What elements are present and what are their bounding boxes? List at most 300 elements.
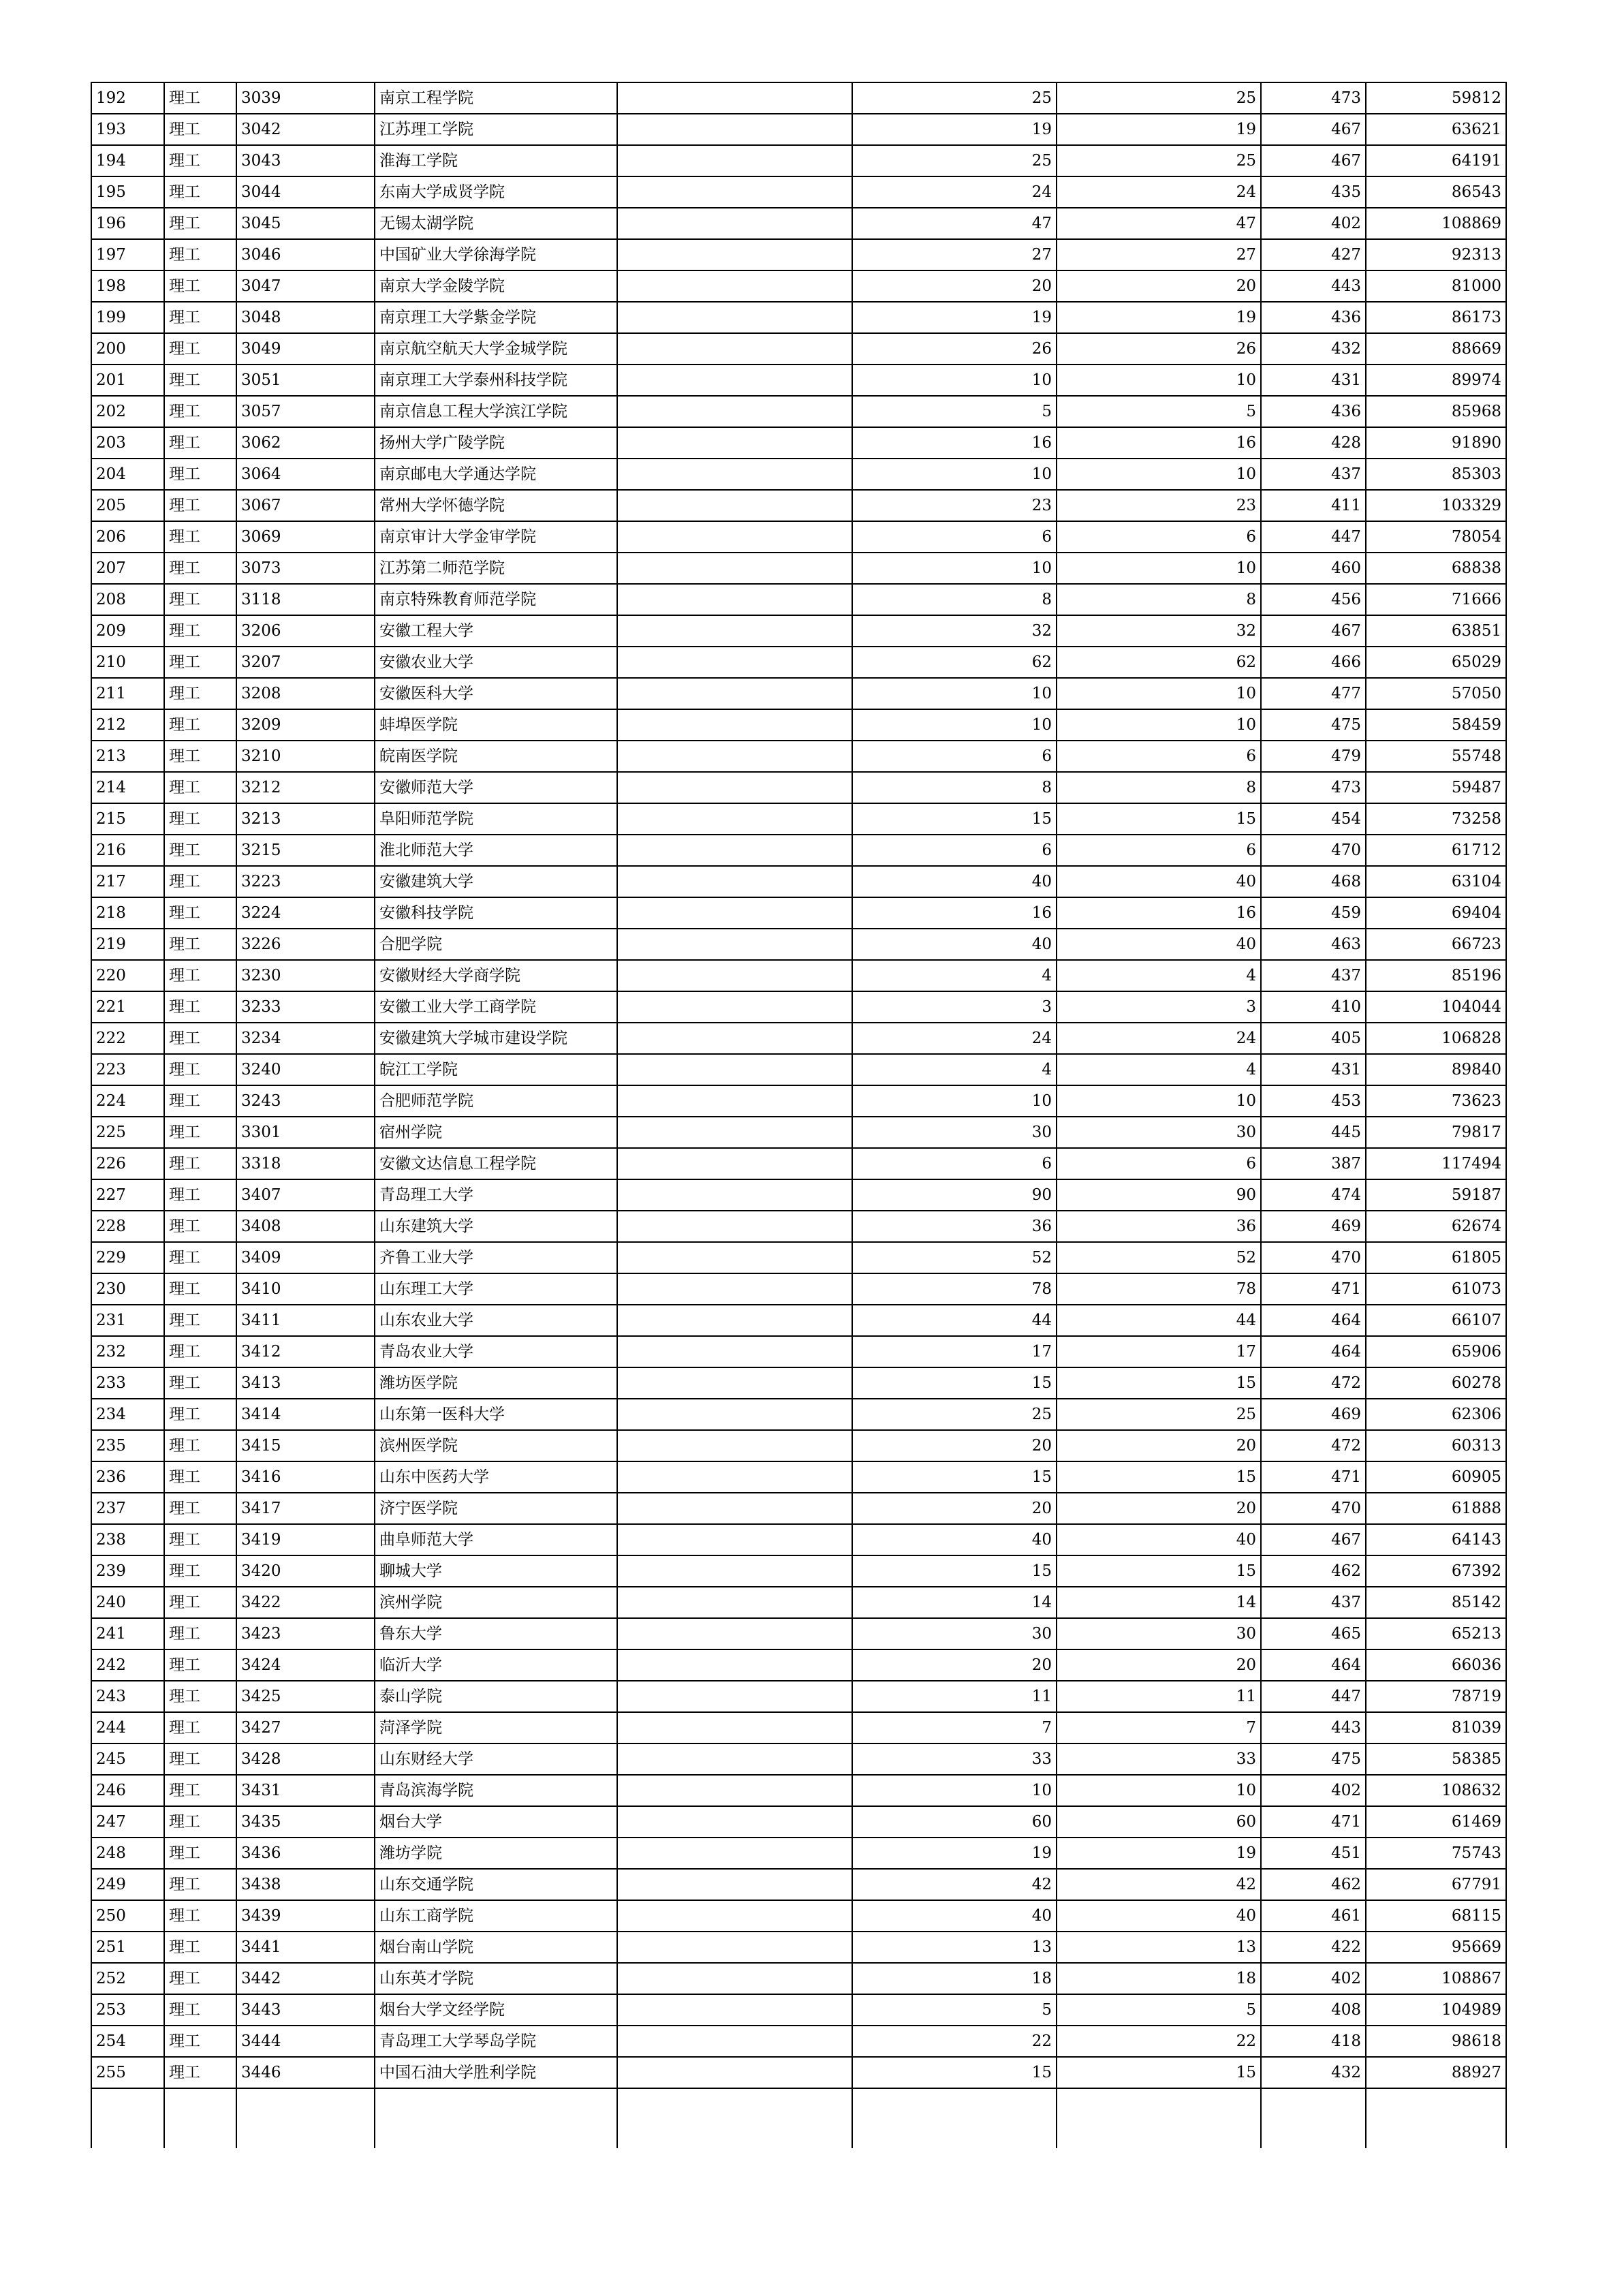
min-rank-cell: 92313 [1366,239,1506,270]
table-row [91,897,1506,929]
category-cell: 理工 [164,1023,236,1054]
min-rank-cell: 89974 [1366,365,1506,396]
row-number-cell: 210 [91,647,164,678]
table-row [91,1179,1506,1211]
blank-column-cell [617,459,852,490]
min-score-cell [1261,2088,1366,2148]
blank-column-cell [617,1838,852,1869]
plan-count-cell: 15 [852,803,1057,835]
category-cell: 理工 [164,1054,236,1085]
school-code-cell: 3206 [236,615,375,647]
row-number-cell: 214 [91,772,164,803]
school-name-cell: 滨州医学院 [375,1430,617,1461]
admitted-count-cell: 30 [1057,1618,1261,1649]
admitted-count-cell: 3 [1057,991,1261,1023]
row-number-cell: 226 [91,1148,164,1179]
admitted-count-cell: 6 [1057,1148,1261,1179]
table-row [91,208,1506,239]
plan-count-cell: 60 [852,1806,1057,1838]
admitted-count-cell: 20 [1057,1430,1261,1461]
table-row [91,615,1506,647]
school-code-cell: 3048 [236,302,375,333]
plan-count-cell: 36 [852,1211,1057,1242]
min-rank-cell: 79817 [1366,1117,1506,1148]
row-number-cell: 222 [91,1023,164,1054]
admitted-count-cell: 6 [1057,835,1261,866]
table-row [91,396,1506,427]
min-score-cell: 468 [1261,866,1366,897]
category-cell: 理工 [164,145,236,176]
min-rank-cell: 58385 [1366,1743,1506,1775]
school-code-cell: 3407 [236,1179,375,1211]
table-row [91,521,1506,553]
min-rank-cell: 66107 [1366,1305,1506,1336]
admitted-count-cell: 15 [1057,1367,1261,1399]
category-cell: 理工 [164,1932,236,1963]
min-rank-cell: 88669 [1366,333,1506,365]
admissions-table [91,82,1507,2148]
school-name-cell: 南京航空航天大学金城学院 [375,333,617,365]
min-rank-cell: 108867 [1366,1963,1506,1994]
plan-count-cell: 18 [852,1963,1057,1994]
blank-column-cell [617,1054,852,1085]
min-rank-cell: 85303 [1366,459,1506,490]
row-number-cell: 213 [91,741,164,772]
school-code-cell: 3411 [236,1305,375,1336]
category-cell: 理工 [164,1148,236,1179]
plan-count-cell: 14 [852,1587,1057,1618]
min-score-cell: 474 [1261,1179,1366,1211]
admitted-count-cell: 7 [1057,1712,1261,1743]
admitted-count-cell: 20 [1057,1649,1261,1681]
blank-column-cell [617,302,852,333]
plan-count-cell: 10 [852,365,1057,396]
min-score-cell: 447 [1261,521,1366,553]
school-code-cell: 3422 [236,1587,375,1618]
blank-column-cell [617,1336,852,1367]
admitted-count-cell: 4 [1057,1054,1261,1085]
row-number-cell: 245 [91,1743,164,1775]
category-cell: 理工 [164,866,236,897]
school-code-cell: 3439 [236,1900,375,1932]
table-row [91,1681,1506,1712]
min-rank-cell: 85968 [1366,396,1506,427]
blank-column-cell [617,1994,852,2026]
plan-count-cell: 20 [852,1493,1057,1524]
min-score-cell: 470 [1261,1493,1366,1524]
min-rank-cell: 61712 [1366,835,1506,866]
category-cell: 理工 [164,1900,236,1932]
row-number-cell: 194 [91,145,164,176]
row-number-cell: 250 [91,1900,164,1932]
school-name-cell: 南京审计大学金审学院 [375,521,617,553]
school-name-cell: 扬州大学广陵学院 [375,427,617,459]
school-code-cell: 3301 [236,1117,375,1148]
category-cell: 理工 [164,1649,236,1681]
category-cell: 理工 [164,1117,236,1148]
plan-count-cell: 10 [852,678,1057,709]
blank-column-cell [617,365,852,396]
school-code-cell: 3223 [236,866,375,897]
min-rank-cell: 60313 [1366,1430,1506,1461]
category-cell: 理工 [164,741,236,772]
admitted-count-cell: 90 [1057,1179,1261,1211]
category-cell: 理工 [164,1211,236,1242]
school-code-cell: 3044 [236,176,375,208]
category-cell: 理工 [164,1305,236,1336]
blank-column-cell [617,1399,852,1430]
table-row [91,239,1506,270]
min-score-cell: 464 [1261,1649,1366,1681]
school-name-cell: 临沂大学 [375,1649,617,1681]
plan-count-cell: 10 [852,553,1057,584]
row-number-cell: 225 [91,1117,164,1148]
min-score-cell: 437 [1261,459,1366,490]
min-rank-cell: 60905 [1366,1461,1506,1493]
table-row [91,1399,1506,1430]
plan-count-cell: 25 [852,145,1057,176]
min-score-cell: 463 [1261,929,1366,960]
row-number-cell: 205 [91,490,164,521]
blank-column-cell [617,615,852,647]
min-rank-cell: 68115 [1366,1900,1506,1932]
blank-column-cell [617,1493,852,1524]
min-score-cell: 471 [1261,1273,1366,1305]
min-rank-cell: 108869 [1366,208,1506,239]
blank-column-cell [617,82,852,114]
min-score-cell: 437 [1261,960,1366,991]
row-number-cell: 234 [91,1399,164,1430]
school-name-cell: 江苏理工学院 [375,114,617,145]
school-name-cell: 安徽工业大学工商学院 [375,991,617,1023]
table-row [91,991,1506,1023]
table-row [91,1743,1506,1775]
plan-count-cell: 22 [852,2026,1057,2057]
row-number-cell: 206 [91,521,164,553]
table-row [91,1336,1506,1367]
min-rank-cell: 86173 [1366,302,1506,333]
blank-column-cell [617,1743,852,1775]
min-score-cell: 473 [1261,772,1366,803]
category-cell: 理工 [164,1681,236,1712]
plan-count-cell: 40 [852,929,1057,960]
plan-count-cell: 10 [852,1085,1057,1117]
min-score-cell: 432 [1261,2057,1366,2088]
min-score-cell: 467 [1261,114,1366,145]
min-rank-cell: 65213 [1366,1618,1506,1649]
plan-count-cell: 52 [852,1242,1057,1273]
admitted-count-cell: 24 [1057,176,1261,208]
row-number-cell: 198 [91,270,164,302]
school-code-cell: 3436 [236,1838,375,1869]
table-row [91,1524,1506,1555]
school-name-cell: 安徽师范大学 [375,772,617,803]
blank-column-cell [617,270,852,302]
min-score-cell: 408 [1261,1994,1366,2026]
school-code-cell: 3064 [236,459,375,490]
plan-count-cell: 10 [852,1775,1057,1806]
school-name-cell: 山东英才学院 [375,1963,617,1994]
blank-column-cell [617,991,852,1023]
row-number-cell: 254 [91,2026,164,2057]
table-row [91,866,1506,897]
school-code-cell: 3062 [236,427,375,459]
admitted-count-cell: 15 [1057,2057,1261,2088]
category-cell: 理工 [164,1994,236,2026]
table-row [91,1211,1506,1242]
min-score-cell: 466 [1261,647,1366,678]
plan-count-cell: 10 [852,709,1057,741]
row-number-cell: 251 [91,1932,164,1963]
plan-count-cell: 13 [852,1932,1057,1963]
min-rank-cell: 104044 [1366,991,1506,1023]
admitted-count-cell: 4 [1057,960,1261,991]
min-rank-cell: 85142 [1366,1587,1506,1618]
school-name-cell: 无锡太湖学院 [375,208,617,239]
category-cell: 理工 [164,803,236,835]
row-number-cell: 192 [91,82,164,114]
admitted-count-cell: 27 [1057,239,1261,270]
school-code-cell: 3213 [236,803,375,835]
row-number-cell: 243 [91,1681,164,1712]
category-cell: 理工 [164,521,236,553]
min-score-cell: 470 [1261,835,1366,866]
admitted-count-cell: 6 [1057,521,1261,553]
blank-column-cell [617,1367,852,1399]
min-score-cell: 475 [1261,709,1366,741]
category-cell: 理工 [164,1179,236,1211]
blank-column-cell [617,114,852,145]
school-code-cell: 3057 [236,396,375,427]
min-score-cell: 469 [1261,1211,1366,1242]
admitted-count-cell: 60 [1057,1806,1261,1838]
blank-column-cell [617,709,852,741]
min-rank-cell: 106828 [1366,1023,1506,1054]
min-rank-cell: 61469 [1366,1806,1506,1838]
min-score-cell: 435 [1261,176,1366,208]
school-name-cell: 烟台大学文经学院 [375,1994,617,2026]
admitted-count-cell: 44 [1057,1305,1261,1336]
plan-count-cell: 7 [852,1712,1057,1743]
min-score-cell: 477 [1261,678,1366,709]
admitted-count-cell: 30 [1057,1117,1261,1148]
min-score-cell: 467 [1261,145,1366,176]
school-name-cell: 蚌埠医学院 [375,709,617,741]
category-cell: 理工 [164,459,236,490]
table-row [91,1085,1506,1117]
min-rank-cell: 67392 [1366,1555,1506,1587]
row-number-cell: 215 [91,803,164,835]
blank-column-cell [617,1963,852,1994]
plan-count-cell: 15 [852,1461,1057,1493]
row-number-cell: 207 [91,553,164,584]
table-row [91,1242,1506,1273]
school-code-cell: 3215 [236,835,375,866]
school-name-cell: 山东第一医科大学 [375,1399,617,1430]
table-row [91,1493,1506,1524]
min-score-cell: 464 [1261,1305,1366,1336]
school-name-cell: 山东中医药大学 [375,1461,617,1493]
blank-column-cell [617,1117,852,1148]
table-row [91,1994,1506,2026]
table-row [91,1963,1506,1994]
min-score-cell: 464 [1261,1336,1366,1367]
category-cell: 理工 [164,929,236,960]
category-cell: 理工 [164,1524,236,1555]
school-code-cell: 3234 [236,1023,375,1054]
min-rank-cell: 66723 [1366,929,1506,960]
blank-column-cell [617,2088,852,2148]
row-number-cell: 246 [91,1775,164,1806]
admitted-count-cell: 10 [1057,709,1261,741]
min-score-cell: 470 [1261,1242,1366,1273]
school-name-cell: 泰山学院 [375,1681,617,1712]
min-score-cell: 462 [1261,1555,1366,1587]
school-name-cell: 安徽科技学院 [375,897,617,929]
school-name-cell: 淮海工学院 [375,145,617,176]
blank-column-cell [617,1649,852,1681]
category-cell: 理工 [164,1242,236,1273]
table-row [91,1023,1506,1054]
plan-count-cell: 40 [852,1524,1057,1555]
school-name-cell: 安徽建筑大学城市建设学院 [375,1023,617,1054]
blank-column-cell [617,333,852,365]
school-code-cell: 3409 [236,1242,375,1273]
blank-column-cell [617,145,852,176]
plan-count-cell: 19 [852,302,1057,333]
school-name-cell: 曲阜师范大学 [375,1524,617,1555]
table-row [91,803,1506,835]
blank-column-cell [617,239,852,270]
row-number-cell: 220 [91,960,164,991]
admitted-count-cell: 25 [1057,145,1261,176]
admitted-count-cell: 40 [1057,929,1261,960]
school-name-cell: 山东建筑大学 [375,1211,617,1242]
school-name-cell: 江苏第二师范学院 [375,553,617,584]
row-number-cell: 253 [91,1994,164,2026]
row-number-cell: 252 [91,1963,164,1994]
school-code-cell: 3412 [236,1336,375,1367]
admitted-count-cell: 42 [1057,1869,1261,1900]
min-score-cell: 432 [1261,333,1366,365]
row-number-cell: 217 [91,866,164,897]
category-cell: 理工 [164,772,236,803]
row-number-cell: 195 [91,176,164,208]
row-number-cell: 232 [91,1336,164,1367]
plan-count-cell: 25 [852,82,1057,114]
category-cell: 理工 [164,396,236,427]
school-name-cell: 东南大学成贤学院 [375,176,617,208]
row-number-cell: 228 [91,1211,164,1242]
school-name-cell: 安徽医科大学 [375,678,617,709]
category-cell: 理工 [164,584,236,615]
table-row [91,1649,1506,1681]
min-rank-cell: 63621 [1366,114,1506,145]
row-number-cell: 227 [91,1179,164,1211]
category-cell: 理工 [164,302,236,333]
category-cell: 理工 [164,960,236,991]
school-name-cell: 皖江工学院 [375,1054,617,1085]
row-number-cell: 197 [91,239,164,270]
table-row [91,490,1506,521]
table-row [91,1838,1506,1869]
min-score-cell: 451 [1261,1838,1366,1869]
table-row [91,365,1506,396]
school-code-cell: 3441 [236,1932,375,1963]
plan-count-cell [852,2088,1057,2148]
category-cell: 理工 [164,82,236,114]
row-number-cell: 242 [91,1649,164,1681]
min-rank-cell: 65029 [1366,647,1506,678]
min-rank-cell: 81000 [1366,270,1506,302]
blank-column-cell [617,1430,852,1461]
min-score-cell: 437 [1261,1587,1366,1618]
school-name-cell: 安徽工程大学 [375,615,617,647]
school-name-cell: 鲁东大学 [375,1618,617,1649]
min-rank-cell: 57050 [1366,678,1506,709]
blank-column-cell [617,1806,852,1838]
plan-count-cell: 17 [852,1336,1057,1367]
min-rank-cell: 63851 [1366,615,1506,647]
category-cell: 理工 [164,1587,236,1618]
blank-column-cell [617,1524,852,1555]
plan-count-cell: 23 [852,490,1057,521]
school-code-cell: 3408 [236,1211,375,1242]
plan-count-cell: 40 [852,1900,1057,1932]
min-score-cell: 467 [1261,1524,1366,1555]
blank-column-cell [617,835,852,866]
table-row [91,1712,1506,1743]
min-score-cell: 447 [1261,1681,1366,1712]
school-code-cell: 3416 [236,1461,375,1493]
admitted-count-cell: 10 [1057,553,1261,584]
row-number-cell: 244 [91,1712,164,1743]
min-rank-cell: 85196 [1366,960,1506,991]
min-rank-cell: 65906 [1366,1336,1506,1367]
admitted-count-cell: 22 [1057,2026,1261,2057]
school-code-cell: 3039 [236,82,375,114]
min-rank-cell: 62674 [1366,1211,1506,1242]
row-number-cell: 249 [91,1869,164,1900]
min-score-cell: 443 [1261,270,1366,302]
blank-column-cell [617,678,852,709]
min-rank-cell: 59187 [1366,1179,1506,1211]
category-cell [164,2088,236,2148]
table-row [91,302,1506,333]
school-name-cell: 南京特殊教育师范学院 [375,584,617,615]
min-rank-cell: 64143 [1366,1524,1506,1555]
plan-count-cell: 26 [852,333,1057,365]
blank-column-cell [617,803,852,835]
table-row [91,1869,1506,1900]
school-name-cell: 宿州学院 [375,1117,617,1148]
admitted-count-cell: 10 [1057,678,1261,709]
row-number-cell: 231 [91,1305,164,1336]
plan-count-cell: 24 [852,1023,1057,1054]
category-cell: 理工 [164,1838,236,1869]
category-cell: 理工 [164,1555,236,1587]
admitted-count-cell [1057,2088,1261,2148]
table-row [91,772,1506,803]
plan-count-cell: 16 [852,427,1057,459]
plan-count-cell: 15 [852,2057,1057,2088]
blank-column-cell [617,1148,852,1179]
min-rank-cell: 60278 [1366,1367,1506,1399]
school-code-cell: 3414 [236,1399,375,1430]
plan-count-cell: 30 [852,1618,1057,1649]
category-cell: 理工 [164,1399,236,1430]
row-number-cell: 208 [91,584,164,615]
